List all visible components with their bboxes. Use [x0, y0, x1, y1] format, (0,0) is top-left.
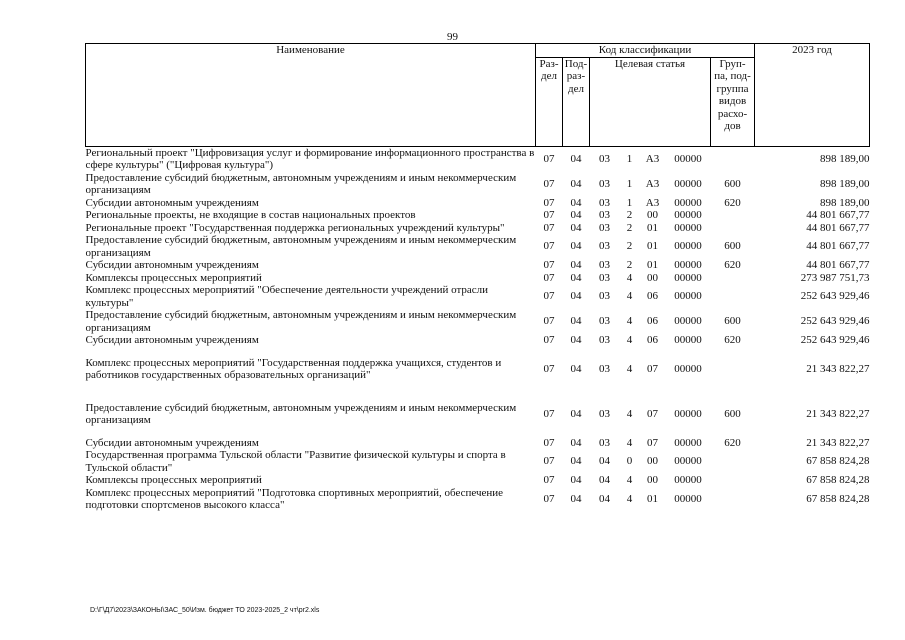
row-amount: 67 858 824,28 — [806, 455, 870, 468]
row-razdel: 07 — [543, 259, 555, 271]
header-code: Код классификации — [536, 44, 755, 58]
row-target-type: 1 — [626, 196, 633, 209]
row-expense-group — [711, 474, 755, 487]
row-expense-group: 600 — [724, 407, 741, 420]
table-row — [86, 309, 870, 334]
row-target-program: 03 — [599, 259, 610, 271]
row-target-type: 4 — [626, 436, 633, 449]
table-row — [86, 392, 870, 437]
table-row — [86, 222, 870, 235]
row-podrazdel: 04 — [570, 436, 582, 449]
row-name: Комплексы процессных мероприятий — [85, 474, 262, 486]
row-target-item: А3 — [645, 177, 660, 190]
row-podrazdel: 04 — [570, 334, 582, 346]
row-target-item: 00 — [647, 271, 658, 284]
row-name: Субсидии автономным учреждениям — [85, 334, 259, 346]
row-amount: 21 343 822,27 — [806, 407, 870, 420]
row-target-item: 00 — [647, 455, 658, 468]
row-expense-group: 600 — [724, 315, 741, 328]
row-target-type: 1 — [626, 177, 633, 190]
row-target-type: 4 — [626, 290, 633, 303]
row-name: Региональные проекты, не входящие в состав национальных проектов — [85, 209, 416, 221]
row-target-program: 03 — [599, 221, 610, 234]
row-expense-group — [711, 209, 755, 222]
row-name: Комплекс процессных мероприятий "Государственная поддержка учащихся, студентов и работников государственных образовательных организаций" — [85, 356, 502, 381]
row-name: Предоставление субсидий бюджетным, автономным учреждениям и иным некоммерческим организациям — [85, 234, 517, 259]
row-target-program: 03 — [599, 240, 610, 253]
row-podrazdel: 04 — [570, 259, 582, 271]
row-target-item: А3 — [645, 196, 660, 209]
row-target-program: 03 — [599, 152, 610, 165]
row-target-direction: 00000 — [674, 407, 702, 420]
row-target-direction: 00000 — [674, 474, 702, 486]
row-podrazdel: 04 — [570, 492, 582, 505]
row-podrazdel: 04 — [570, 152, 582, 165]
row-target-program: 03 — [599, 315, 610, 328]
table-row — [86, 284, 870, 309]
row-target-type: 2 — [626, 221, 633, 234]
row-amount: 67 858 824,28 — [806, 474, 870, 486]
table-row — [86, 437, 870, 450]
row-name: Субсидии автономным учреждениям — [85, 196, 259, 209]
row-razdel: 07 — [543, 436, 555, 449]
row-target-item: 01 — [647, 259, 658, 271]
row-expense-group: 620 — [724, 196, 741, 209]
row-amount: 44 801 667,77 — [806, 259, 870, 271]
header-razdel: Раз- дел — [536, 57, 563, 146]
row-podrazdel: 04 — [570, 315, 582, 328]
row-target-direction: 00000 — [674, 455, 702, 468]
row-target-program: 03 — [599, 196, 610, 209]
row-target-item: 07 — [647, 407, 658, 420]
row-name: Субсидии автономным учреждениям — [85, 436, 259, 449]
row-expense-group: 600 — [724, 240, 741, 253]
table-row — [86, 347, 870, 392]
row-target-item: 01 — [647, 492, 658, 505]
row-target-item: 00 — [647, 209, 658, 221]
row-podrazdel: 04 — [570, 177, 582, 190]
row-name: Комплекс процессных мероприятий "Обеспечение деятельности учреждений отрасли культуры" — [85, 284, 489, 309]
row-expense-group: 600 — [724, 177, 741, 190]
table-row — [86, 234, 870, 259]
row-podrazdel: 04 — [570, 362, 582, 375]
header-group: Груп- па, под- группа видов расхо- дов — [711, 57, 755, 146]
table-body — [86, 146, 870, 512]
row-target-direction: 00000 — [674, 362, 702, 375]
row-podrazdel: 04 — [570, 455, 582, 468]
row-target-type: 4 — [626, 362, 633, 375]
row-name: Предоставление субсидий бюджетным, автономным учреждениям и иным некоммерческим организациям — [85, 309, 517, 334]
row-target-direction: 00000 — [674, 221, 702, 234]
row-target-direction: 00000 — [674, 240, 702, 253]
row-amount: 273 987 751,73 — [800, 271, 870, 284]
row-target-item: 07 — [647, 362, 658, 375]
row-amount: 898 189,00 — [820, 177, 870, 190]
table-row — [86, 487, 870, 512]
row-target-item: 01 — [647, 240, 658, 253]
row-target-item: 06 — [647, 290, 658, 303]
row-target-item: 00 — [647, 474, 658, 486]
row-razdel: 07 — [543, 474, 555, 486]
row-target-direction: 00000 — [674, 315, 702, 328]
row-name: Комплексы процессных мероприятий — [85, 271, 262, 284]
row-target-direction: 00000 — [674, 271, 702, 284]
row-target-type: 4 — [626, 334, 633, 346]
row-razdel: 07 — [543, 209, 555, 221]
row-podrazdel: 04 — [570, 221, 582, 234]
table-row — [86, 172, 870, 197]
header-year: 2023 год — [755, 44, 870, 147]
row-razdel: 07 — [543, 177, 555, 190]
row-razdel: 07 — [543, 362, 555, 375]
row-podrazdel: 04 — [570, 240, 582, 253]
row-name: Предоставление субсидий бюджетным, автономным учреждениям и иным некоммерческим организациям — [85, 401, 517, 426]
row-razdel: 07 — [543, 271, 555, 284]
row-expense-group — [711, 487, 755, 512]
table-row — [86, 449, 870, 474]
row-expense-group — [711, 222, 755, 235]
table-row — [86, 259, 870, 272]
row-razdel: 07 — [543, 152, 555, 165]
row-razdel: 07 — [543, 290, 555, 303]
header-name: Наименование — [86, 44, 536, 147]
table-row — [86, 272, 870, 285]
row-razdel: 07 — [543, 240, 555, 253]
row-podrazdel: 04 — [570, 474, 582, 486]
table-row — [86, 209, 870, 222]
row-razdel: 07 — [543, 196, 555, 209]
row-amount: 21 343 822,27 — [806, 436, 870, 449]
row-target-direction: 00000 — [674, 436, 702, 449]
budget-table — [85, 43, 870, 512]
row-target-type: 4 — [626, 492, 633, 505]
row-name: Комплекс процессных мероприятий "Подготовка спортивных мероприятий, обеспечение подготовки спортсменов высокого класса" — [85, 486, 504, 511]
row-target-direction: 00000 — [674, 290, 702, 303]
row-razdel: 07 — [543, 315, 555, 328]
row-target-direction: 00000 — [674, 152, 702, 165]
row-razdel: 07 — [543, 492, 555, 505]
row-target-type: 2 — [626, 209, 633, 221]
row-expense-group: 620 — [724, 259, 741, 271]
row-amount: 67 858 824,28 — [806, 492, 870, 505]
row-target-direction: 00000 — [674, 259, 702, 271]
table-row — [86, 197, 870, 210]
row-podrazdel: 04 — [570, 196, 582, 209]
row-target-direction: 00000 — [674, 196, 702, 209]
row-expense-group — [711, 347, 755, 392]
row-target-type: 4 — [626, 271, 633, 284]
row-amount: 44 801 667,77 — [806, 240, 870, 253]
row-target-type: 4 — [626, 474, 633, 486]
row-target-type: 0 — [626, 455, 633, 468]
table-row — [86, 474, 870, 487]
row-amount: 252 643 929,46 — [800, 334, 870, 346]
row-target-type: 2 — [626, 259, 633, 271]
row-expense-group — [711, 284, 755, 309]
row-amount: 252 643 929,46 — [800, 315, 870, 328]
row-expense-group: 620 — [724, 334, 741, 346]
row-target-program: 04 — [599, 455, 610, 468]
row-amount: 21 343 822,27 — [806, 362, 870, 375]
table-row — [86, 146, 870, 172]
row-target-program: 03 — [599, 436, 610, 449]
row-amount: 252 643 929,46 — [800, 290, 870, 303]
row-razdel: 07 — [543, 334, 555, 346]
header-podrazdel: Под- раз- дел — [563, 57, 590, 146]
row-target-program: 03 — [599, 407, 610, 420]
row-target-type: 4 — [626, 407, 633, 420]
row-target-type: 1 — [626, 152, 633, 165]
row-razdel: 07 — [543, 221, 555, 234]
row-razdel: 07 — [543, 455, 555, 468]
row-podrazdel: 04 — [570, 209, 582, 221]
row-target-direction: 00000 — [674, 209, 702, 221]
row-target-program: 03 — [599, 209, 610, 221]
row-target-direction: 00000 — [674, 334, 702, 346]
row-amount: 898 189,00 — [820, 196, 870, 209]
row-target-program: 03 — [599, 334, 610, 346]
row-name: Региональные проект "Государственная поддержка региональных учреждений культуры" — [85, 221, 505, 234]
row-target-type: 2 — [626, 240, 633, 253]
row-target-item: 01 — [647, 221, 658, 234]
row-target-item: 06 — [647, 315, 658, 328]
row-target-item: 06 — [647, 334, 658, 346]
row-expense-group — [711, 449, 755, 474]
row-target-program: 03 — [599, 271, 610, 284]
header-target: Целевая статья — [590, 57, 711, 146]
row-target-program: 03 — [599, 290, 610, 303]
row-amount: 898 189,00 — [820, 152, 870, 165]
row-name: Предоставление субсидий бюджетным, автономным учреждениям и иным некоммерческим организациям — [85, 171, 517, 196]
row-razdel: 07 — [543, 407, 555, 420]
page-number: 99 — [447, 31, 458, 43]
row-target-direction: 00000 — [674, 492, 702, 505]
row-target-direction: 00000 — [674, 177, 702, 190]
row-target-program: 03 — [599, 177, 610, 190]
row-podrazdel: 04 — [570, 290, 582, 303]
row-target-type: 4 — [626, 315, 633, 328]
row-target-program: 03 — [599, 362, 610, 375]
row-podrazdel: 04 — [570, 407, 582, 420]
row-name: Государственная программа Тульской области "Развитие физической культуры и спорта в Тульской области" — [85, 449, 506, 474]
row-target-item: 07 — [647, 436, 658, 449]
row-amount: 44 801 667,77 — [806, 209, 870, 221]
row-target-program: 04 — [599, 492, 610, 505]
row-expense-group: 620 — [724, 436, 741, 449]
row-target-item: А3 — [645, 152, 660, 165]
row-name: Региональный проект "Цифровизация услуг и формирование информационного пространства в сфере культуры" ("Цифровая культура") — [85, 146, 535, 171]
row-expense-group — [711, 146, 755, 172]
row-target-program: 04 — [599, 474, 610, 486]
table-row — [86, 334, 870, 347]
row-podrazdel: 04 — [570, 271, 582, 284]
file-path-footer: D:\Г\Д7\2023\ЗАКОНЫ\ЗАС_50\Изм. бюджет ТО 2023-2025_2 чт\pr2.xls — [90, 607, 320, 614]
row-expense-group — [711, 272, 755, 285]
row-amount: 44 801 667,77 — [806, 221, 870, 234]
row-name: Субсидии автономным учреждениям — [85, 259, 259, 271]
